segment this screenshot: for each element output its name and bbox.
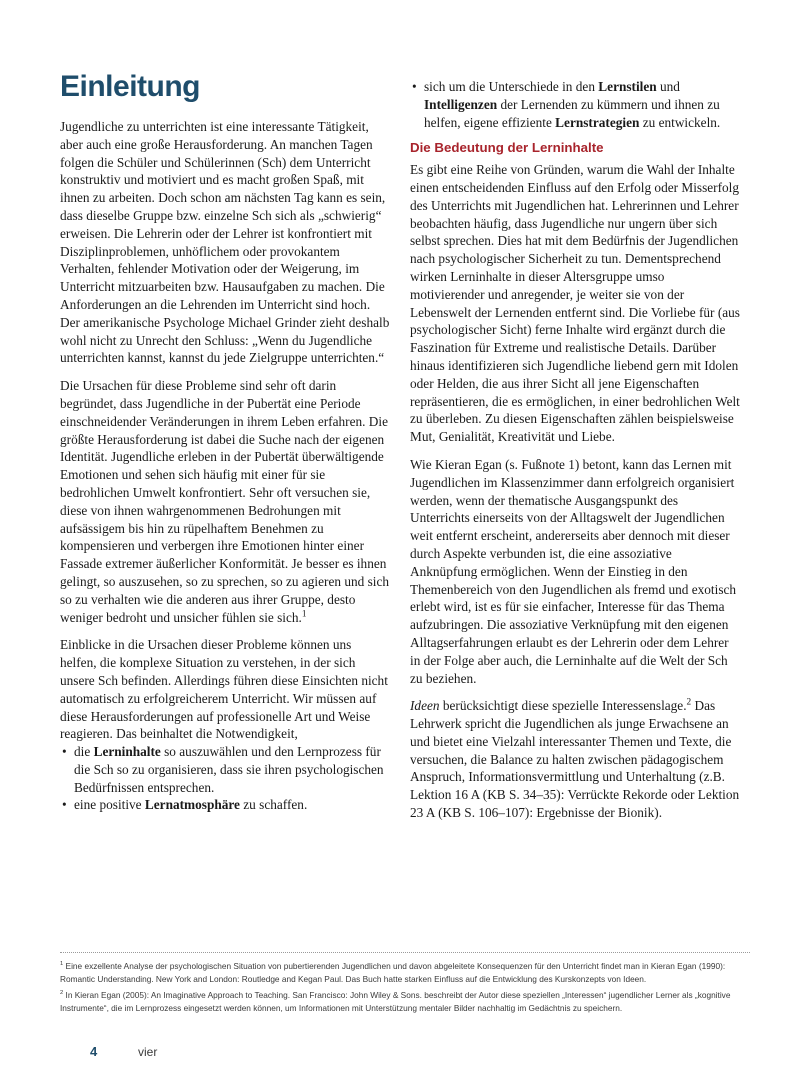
content-paragraph [410, 161, 740, 446]
keyword-lernstrategien: Lernstrategien [555, 114, 640, 130]
footnote-1 [60, 960, 750, 986]
page-number-word: vier [138, 1045, 158, 1059]
insights-text: Einblicke in die Ursachen dieser Probleme können uns helfen, die komplexe Situation zu verstehen, in der sich unsere Sch befinden. Allerdings führen diese Einsichten nicht automatisch zu erfolgreicherem Unterricht. Wir müssen auf diese Herausforderungen auf professionelle Art und Weise reagieren. Das beinhaltet die Notwendigkeit, [60, 637, 388, 742]
footnote-ref-2[interactable]: 2 [686, 697, 692, 708]
causes-text: Die Ursachen für diese Probleme sind sehr oft darin begründet, dass Jugendliche in der Pubertät eine Periode einschneidender Veränderungen in ihrem Leben erfahren. Die größte Herausforderung ist dabei die Suche nach der eigenen Identität. Jugendliche erleben in der Pubertät überwältigende Emotionen und sehen sich häufig mit einer für sie bedrohlichen Umwelt konfrontiert. Sehr oft versuchen sie, diese von ihnen wahrgenommenen Bedrohungen mit aufsässigem bis hin zu rüpelhaftem Benehmen zu kompensieren und verbergen ihre Emotionen hinter einer Fassade extremer äußerlicher Konformität. Je besser es ihnen gelingt, so auszusehen, so zu sprechen, so zu agieren und sich so zu verhalten wie die anderen aus ihrer Gruppe, desto weniger bedroht und unsicher fühlen sie sich. [60, 378, 390, 625]
footnote-2 [60, 989, 750, 1015]
keyword-lernstile: Lernstilen [598, 79, 657, 94]
footnote-mark: 1 [60, 961, 64, 968]
needs-list [60, 743, 390, 814]
content-text: Es gibt eine Reihe von Gründen, warum die Wahl der Inhalte einen entscheidenden Einfluss auf den Erfolg oder Misserfolg des Unterrichts mit Jugendlichen hat. Lehrerinnen und Lehrer beobachten häufig, dass Jugendliche nur ungern über sich selbst sprechen. Dies hat mit dem Bedürfnis der Jugendlichen nach psychologischer Sicherheit zu tun. Dementsprechend wirken Lerninhalte in dieser Altersgruppe umso motivierender und anregender, je weiter sie von der Lebenswelt der Lernenden entfernt sind. Die Vorliebe für (aus psychologischer Sicht) ferne Inhalte wird ergänzt durch die Faszination für Extreme und realistische Details. Darüber hinaus identifizieren sich Jugendliche liebend gern mit Idolen oder Helden, die aus ihrer Sicht all jene Eigenschaften repräsentieren, die es ermöglichen, in einer bedrohlichen Welt zu überleben. Zu diesen Eigenschaften zählen beispielsweise Mut, Genialität, Kreativität und Liebe. [410, 162, 740, 445]
page-title: Einleitung [60, 70, 200, 103]
page-number: 4 [90, 1044, 98, 1059]
footnote-text: In Kieran Egan (2005): An Imaginative Approach to Teaching. San Francisco: John Wiley & Sons. beschreibt der Autor diese speziellen „Interessen“ jugendlicher Lerner als „kognitive Instrumente“, die im Lernprozess eingesetzt werden können, um Informationen mit Unterstützung mentaler Bilder nachhaltig im Gedächtnis zu speichern. [60, 990, 731, 1013]
intro-paragraph [60, 118, 390, 367]
insights-paragraph [60, 636, 390, 743]
list-item-text: zu schaffen. [239, 797, 308, 813]
egan-text: Wie Kieran Egan (s. Fußnote 1) betont, kann das Lernen mit Jugendlichen im Klassenzimmer dann erfolgreich organisiert werden, wenn der thematische Ausgangspunkt des Unterrichts einerseits von der Alltagswelt der Jugendlichen weit entfernt erscheint, andererseits aber dennoch mit dieser durch Aspekte verbunden ist, die eine assoziative Anknüpfung ermöglichen. Wenn der Einstieg in den Themenbereich von den Jugendlichen als fremd und exotisch erlebt wird, ist es für sie einfacher, Interesse für das Thema aufzubringen. Die assoziative Verknüpfung mit den eigenen Alltagserfahrungen erlaubt es der Lehrerin oder dem Lehrer in der Folge aber auch, die Lerninhalte auf die Welt der Sch zu beziehen. [410, 456, 737, 686]
keyword-lerninhalte: Lerninhalte [93, 744, 161, 760]
list-item [410, 78, 740, 131]
list-item [60, 796, 390, 814]
footnote-text: Eine exzellente Analyse der psychologischen Situation von pubertierenden Jugendlichen und davon abgeleitete Konsequenzen für den Unterricht findet man in Kieran Egan (1990): Romantic Understanding. New York and London: Routledge and Kegan Paul. Das Buch hatte starken Einfluss auf die Entwicklung des Kurskonzepts von Ideen. [60, 961, 726, 984]
list-item-text: die [74, 744, 94, 760]
footnote-divider [60, 952, 750, 953]
list-item-text: so auszuwählen und den Lernprozess für die Sch so zu organisieren, dass sie ihren psychologischen Bedürfnissen entsprechen. [74, 744, 384, 795]
book-title: Ideen [410, 698, 440, 714]
list-item-text: zu entwickeln. [639, 114, 721, 130]
footnote-mark: 2 [60, 990, 64, 997]
list-item-text: der Lernenden zu kümmern und ihnen zu helfen, eigene effiziente [424, 96, 720, 130]
list-item [60, 743, 390, 796]
causes-paragraph [60, 377, 390, 626]
footnotes [60, 960, 750, 1018]
ideen-text: Das Lehrwerk spricht die Jugendlichen als junge Erwachsene an und bietet eine Vielzahl interessanter Themen und Texte, die versuchen, die Balance zu halten zwischen pädagogischem Anspruch, Informationsvermittlung und Unterhaltung (z.B. Lektion 16 A (KB S. 34–35): Verrückte Rekorde oder Lektion 23 A (KB S. 106–107): Ergebnisse der Bionik). [410, 698, 740, 821]
ideen-paragraph [410, 697, 740, 822]
list-item-text: und [656, 79, 680, 94]
needs-list-continued [410, 78, 740, 131]
ideen-text: berücksichtigt diese spezielle Interessenslage. [439, 698, 687, 714]
right-column [410, 78, 740, 832]
section-heading: Die Bedeutung der Lerninhalte [410, 140, 604, 156]
left-column [60, 118, 390, 822]
footnote-ref-1[interactable]: 1 [301, 609, 307, 620]
keyword-intelligenzen: Intelligenzen [424, 96, 498, 112]
egan-paragraph [410, 456, 740, 687]
list-item-text: eine positive [74, 797, 145, 813]
keyword-lernatmosphaere: Lernatmosphäre [144, 797, 240, 813]
intro-text: Jugendliche zu unterrichten ist eine interessante Tätigkeit, aber auch eine große Herausforderung. An manchen Tagen folgen die Schüler und Schülerinnen (Sch) dem Unterricht konstruktiv und motiviert und es macht großen Spaß, mit ihnen zu arbeiten. Doch schon am nächsten Tag kann es sein, dass dieselbe Gruppe bzw. einzelne Sch sich als „schwierig“ erweisen. Die Lehrerin oder der Lehrer ist konfrontiert mit Disziplinproblemen, unhöflichem oder provokantem Verhalten, fehlender Motivation oder der Weigerung, im Unterricht mitzuarbeiten bzw. Hausaufgaben zu machen. Die Anforderungen an die Lehrenden im Unterricht sind hoch. Der amerikanische Psychologe Michael Grinder zieht deshalb wohl nicht zu Unrecht den Schluss: „Wenn du Jugendliche unterrichten kannst, kannst du jede Zielgruppe unterrichten.“ [60, 119, 390, 366]
list-item-text: sich um die Unterschiede in den [424, 79, 599, 94]
